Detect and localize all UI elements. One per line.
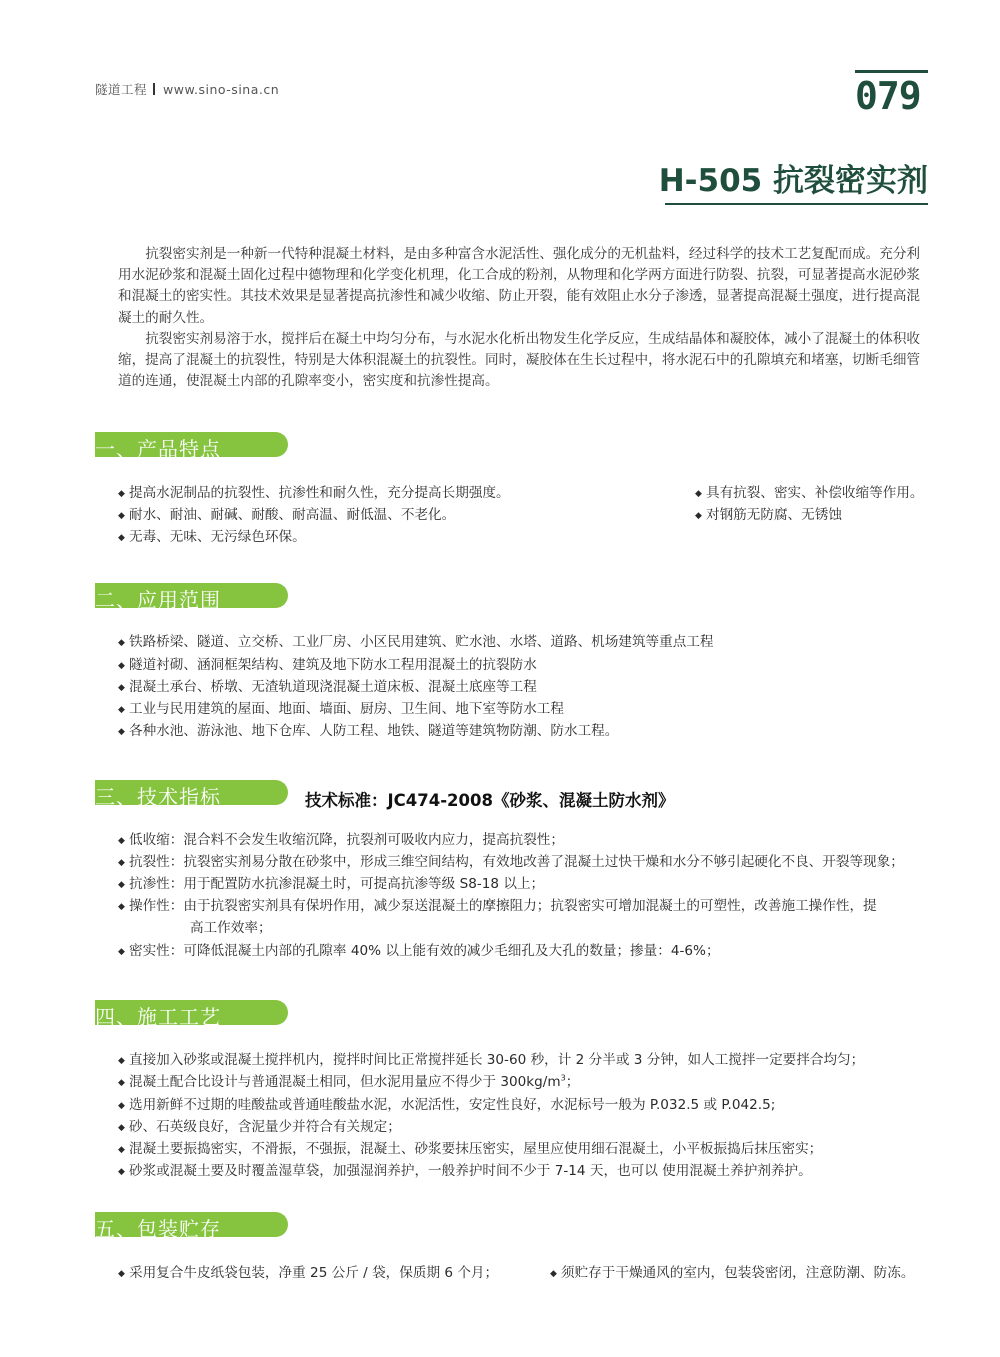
section-heading-technical-specs: [95, 780, 288, 809]
list-item: ◆ 提高水泥制品的抗裂性、抗渗性和耐久性，充分提高长期强度。: [118, 485, 510, 501]
bullet-icon: ◆: [118, 1078, 125, 1088]
list-item-continuation: 高工作效率；: [190, 920, 272, 936]
intro-paragraph-2: 抗裂密实剂易溶于水，搅拌后在凝土中均匀分布，与水泥水化析出物发生化学反应，生成结晶体和凝胶体，减小了混凝土的体积收缩，提高了混凝土的抗裂性，特别是大体积混凝土的抗裂性。同时，凝胶体在生长过程中，将水泥石中的孔隙填充和堵塞，切断毛细管道的连通，使混凝土内部的孔隙率变小，密实度和抗渗性提高。: [118, 330, 921, 390]
bullet-icon: ◆: [118, 1101, 125, 1111]
bullet-icon: ◆: [118, 880, 125, 890]
list-item: ◆ 直接加入砂浆或混凝土搅拌机内，搅拌时间比正常搅拌延长 30-60 秒，计 2 分半或 3 分钟，如人工搅拌一定要拌合均匀；: [118, 1052, 865, 1068]
header-brand: [95, 80, 279, 98]
bullet-icon: ◆: [118, 705, 125, 715]
list-item: ◆ 砂、石英级良好，含泥量少并符合有关规定；: [118, 1119, 401, 1135]
bullet-icon: ◆: [118, 511, 125, 521]
intro-text: [118, 244, 930, 392]
section-heading-features: [95, 432, 288, 461]
list-item: ◆ 选用新鲜不过期的哇酸盐或普通哇酸盐水泥，水泥活性，安定性良好，水泥标号一般为 P.032.5 或 P.042.5;: [118, 1097, 776, 1113]
section-heading-packaging: [95, 1212, 288, 1241]
bullet-icon: ◆: [695, 511, 702, 521]
brand-name: 隧道工程: [95, 82, 148, 97]
site-url[interactable]: www.sino-sina.cn: [163, 82, 280, 97]
list-item: ◆ 操作性：由于抗裂密实剂具有保坍作用，减少泵送混凝土的摩擦阻力；抗裂密实可增加混凝土的可塑性，改善施工操作性，提: [118, 898, 877, 914]
list-item: ◆ 混凝土承台、桥墩、无渣轨道现浇混凝土道床板、混凝土底座等工程: [118, 679, 537, 695]
list-item: ◆ 混凝土配合比设计与普通混凝土相同，但水泥用量应不得少于 $300kg/m^3$；: [118, 1073, 580, 1090]
list-item: ◆ 抗裂性：抗裂密实剂易分散在砂浆中，形成三维空间结构，有效地改善了混凝土过快干燥和水分不够引起硬化不良、开裂等现象；: [118, 854, 904, 870]
superscript: 3: [560, 1073, 566, 1083]
title-underline: [665, 203, 928, 205]
list-item: ◆ 混凝土要振捣密实，不滑振，不强振，混凝土、砂浆要抹压密实，屋里应使用细石混凝土，小平板振捣后抹压密实；: [118, 1141, 823, 1157]
section-heading-applications: [95, 583, 288, 612]
bullet-icon: ◆: [118, 947, 125, 957]
technical-standard: 技术标准：JC474-2008《砂浆、混凝土防水剂》: [305, 791, 675, 810]
list-item: ◆ 对钢筋无防腐、无锈蚀: [695, 507, 842, 523]
bullet-icon: ◆: [550, 1269, 557, 1279]
section-heading-label: 一、产品特点: [95, 437, 221, 461]
list-item: ◆ 抗渗性：用于配置防水抗渗混凝土时，可提高抗渗等级 S8-18 以上；: [118, 876, 545, 892]
list-item: ◆ 具有抗裂、密实、补偿收缩等作用。: [695, 485, 924, 501]
list-item: ◆ 工业与民用建筑的屋面、地面、墙面、厨房、卫生间、地下室等防水工程: [118, 701, 564, 717]
bullet-icon: ◆: [118, 1145, 125, 1155]
section-heading-label: 四、施工工艺: [95, 1005, 221, 1029]
list-item: ◆ 密实性：可降低混凝土内部的孔隙率 40% 以上能有效的减少毛细孔及大孔的数量；掺量：4-6%；: [118, 943, 720, 959]
bullet-icon: ◆: [118, 533, 125, 543]
bullet-icon: ◆: [118, 858, 125, 868]
bullet-icon: ◆: [118, 1167, 125, 1177]
bullet-icon: ◆: [118, 836, 125, 846]
list-item: ◆ 铁路桥梁、隧道、立交桥、工业厂房、小区民用建筑、贮水池、水塔、道路、机场建筑等重点工程: [118, 634, 714, 650]
list-item: ◆ 无毒、无味、无污绿色环保。: [118, 529, 306, 545]
list-item: ◆ 隧道衬砌、涵洞框架结构、建筑及地下防水工程用混凝土的抗裂防水: [118, 657, 537, 673]
bullet-icon: ◆: [118, 1056, 125, 1066]
header-separator: [153, 83, 155, 95]
page-number-rule: [855, 70, 928, 73]
bullet-icon: ◆: [118, 1269, 125, 1279]
section-heading-label: 五、包装贮存: [95, 1217, 221, 1241]
bullet-icon: ◆: [118, 727, 125, 737]
list-item: ◆ 耐水、耐油、耐碱、耐酸、耐高温、耐低温、不老化。: [118, 507, 456, 523]
list-item: ◆ 采用复合牛皮纸袋包装，净重 25 公斤 / 袋，保质期 6 个月；: [118, 1265, 499, 1281]
list-item: ◆ 须贮存于干燥通风的室内，包装袋密闭，注意防潮、防冻。: [550, 1265, 915, 1281]
list-item: ◆ 各种水池、游泳池、地下仓库、人防工程、地铁、隧道等建筑物防潮、防水工程。: [118, 723, 619, 739]
bullet-icon: ◆: [118, 489, 125, 499]
bullet-icon: ◆: [118, 661, 125, 671]
bullet-icon: ◆: [118, 902, 125, 912]
bullet-icon: ◆: [118, 1123, 125, 1133]
section-heading-label: 二、应用范围: [95, 588, 221, 612]
section-heading-label: 三、技术指标: [95, 785, 221, 809]
bullet-icon: ◆: [118, 683, 125, 693]
list-item: ◆ 砂浆或混凝土要及时覆盖湿草袋，加强湿润养护，一般养护时间不少于 7-14 天，也可以 使用混凝土养护剂养护。: [118, 1163, 812, 1179]
bullet-icon: ◆: [118, 638, 125, 648]
page-number: 079: [855, 74, 921, 118]
section-heading-construction: [95, 1000, 288, 1029]
intro-paragraph-1: 抗裂密实剂是一种新一代特种混凝土材料，是由多种富含水泥活性、强化成分的无机盐料，经过科学的技术工艺复配而成。充分利用水泥砂浆和混凝土固化过程中德物理和化学变化机理，化工合成的粉剂，从物理和化学两方面进行防裂、抗裂，可显著提高水泥砂浆和混凝土的密实性。其技术效果是显著提高抗渗性和减少收缩、防止开裂，能有效阻止水分子渗透，显著提高混凝土强度，进行提高混凝土的耐久性。: [118, 246, 921, 326]
bullet-icon: ◆: [695, 489, 702, 499]
list-item: ◆ 低收缩：混合料不会发生收缩沉降，抗裂剂可吸收内应力，提高抗裂性；: [118, 832, 564, 848]
page-title: H-505 抗裂密实剂: [658, 163, 928, 199]
